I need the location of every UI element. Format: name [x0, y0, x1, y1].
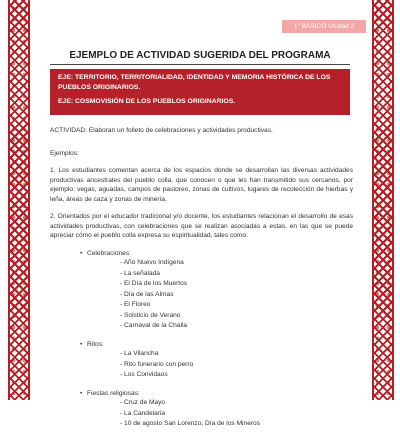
category-label: Fiestas religiosas:	[87, 389, 140, 397]
paragraph-1: 1. Los estudiantes comentan acerca de los espacios donde se desarrollan las diversas actividades productivas ancestrales del pueblo colla, que conocen o que les han transmitido sus cercanos, por ejemplo: vegas, aguadas, campos de pastoreo, zonas de cultivos, lugares de recolección de hierbas y leña, áreas de caza y zonas de minería.	[50, 167, 353, 203]
examples-label: Ejemplos:	[50, 149, 79, 157]
bullet-icon: •	[80, 340, 83, 348]
category-label: Celebraciones:	[87, 249, 131, 257]
category-heading	[80, 249, 353, 259]
list-item: - El Día de los Muertos	[120, 280, 188, 287]
list-item: - Año Nuevo Indígena	[120, 259, 184, 266]
list-item: - La señalada	[120, 269, 160, 277]
list-item: - Los Convidaos	[120, 371, 168, 378]
axis-territorio: EJE: TERRITORIO, TERRITORIALIDAD, IDENTIDAD Y MEMORIA HISTÓRICA DE LOS PUEBLOS ORIGINARIOS.	[58, 74, 331, 91]
category-label: Ritos:	[87, 340, 104, 348]
list-item: - La Candelaria	[120, 409, 166, 417]
category-heading	[80, 340, 353, 350]
list-item: - Carnaval de la Challa	[120, 322, 188, 329]
category-list	[50, 249, 353, 430]
category-sublist	[80, 398, 353, 430]
list-item: - La Vilancha	[120, 350, 159, 357]
category-sublist	[80, 258, 353, 332]
category-sublist	[80, 349, 353, 381]
list-item: - Día de las Almas	[120, 290, 174, 298]
paragraph-2: 2. Orientados por el educador tradicional y/o docente, los estudiantes relacionan el desarrollo de esas actividades productivas, con celebraciones que se realizan asociadas a estas, en las que se puede apreciar cómo el pueblo colla expresa su espiritualidad, tales como:	[50, 213, 353, 239]
list-item: - 10 de agosto San Lorenzo, Día de los Mineros	[120, 420, 261, 427]
category-item	[80, 340, 353, 381]
category-heading	[80, 389, 353, 399]
list-item: - Rito funerario con perro	[120, 360, 194, 368]
list-item: - El Floreo	[120, 301, 151, 308]
activity-content	[50, 126, 353, 438]
activity-statement: ACTIVIDAD: Elaboran un folleto de celebraciones y actividades productivas.	[50, 127, 273, 134]
title-divider	[50, 64, 350, 65]
axes-box	[50, 69, 350, 115]
bullet-icon: •	[80, 249, 83, 257]
category-item	[80, 249, 353, 332]
page-title: EJEMPLO DE ACTIVIDAD SUGERIDA DEL PROGRAMA	[69, 50, 331, 61]
bullet-icon: •	[80, 389, 83, 397]
category-item	[80, 389, 353, 430]
list-item: - Solsticio de Verano	[120, 311, 181, 319]
left-border-pattern	[8, 0, 30, 400]
right-border-pattern	[372, 0, 394, 400]
list-item: - Cruz de Mayo	[120, 399, 166, 406]
axis-cosmovision: EJE: COSMOVISIÓN DE LOS PUEBLOS ORIGINARIOS.	[58, 98, 236, 105]
unit-tab: 1° BÁSICO Unidad 2	[282, 20, 366, 33]
